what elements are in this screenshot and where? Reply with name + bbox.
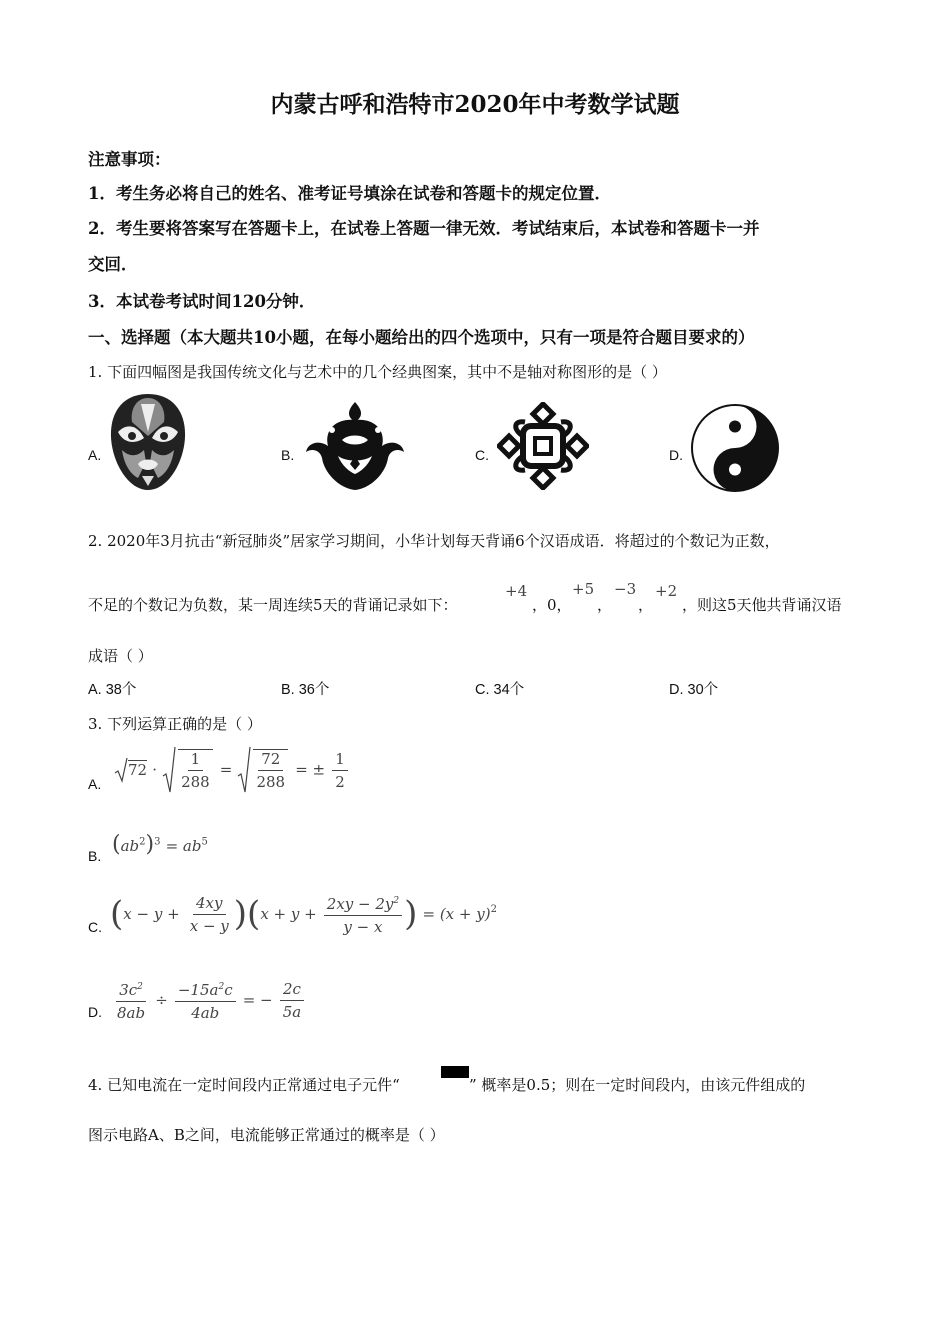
opera-mask-icon	[108, 392, 188, 492]
q3b-exp-rhs: 5	[201, 836, 208, 848]
q3c-exp-2: 2	[393, 896, 400, 906]
q3-expr-d	[112, 978, 306, 1022]
notice-item-3: 3．本试卷考试时间120分钟．	[88, 292, 316, 311]
q3c-exp-rhs: 2	[490, 904, 497, 916]
q1-stem: 1. 下面四幅图是我国传统文化与艺术中的几个经典图案，其中不是轴对称图形的是（ ）	[88, 363, 667, 381]
q3-option-c: C.	[88, 919, 102, 935]
q3a-plus-minus: = ±	[295, 760, 326, 779]
q4-line-2: 图示电路A、B之间，电流能够正常通过的概率是（ ）	[88, 1126, 445, 1144]
q2-line-2a: 不足的个数记为负数，某一周连续5天的背诵记录如下：	[88, 596, 458, 614]
q1-option-b: B.	[281, 447, 295, 463]
floral-ornament-icon	[302, 400, 408, 492]
section-heading: 一、选择题（本大题共10小题，在每小题给出的四个选项中，只有一项是符合题目要求的）	[88, 328, 755, 347]
q3a-den-3: 2	[335, 772, 345, 791]
q3a-num-3: 1	[332, 750, 348, 771]
q1-option-c: C.	[475, 447, 489, 463]
q4-line-1b: ” 概率是0.5；则在一定时间段内，由该元件组成的	[469, 1076, 806, 1094]
q2-record-sep-2: ，	[597, 596, 613, 614]
q3a-num-2: 72	[258, 750, 283, 771]
q1-option-d: D.	[669, 447, 683, 463]
q3-expr-c: (x − y + $\frac{4xy}{x - y}$ )(x + y + $\frac{2xy - 2y^2}{y - x}$ ) = $(x + y)^2$	[110, 893, 497, 936]
q3a-radicand-1: 72	[128, 761, 148, 779]
q3d-num-3: 2c	[280, 980, 304, 1001]
notice-item-2: 2．考生要将答案写在答题卡上，在试卷上答题一律无效．考试结束后，本试卷和答题卡一并	[88, 219, 760, 238]
resistor-symbol-icon	[441, 1066, 469, 1078]
q3d-num-2: −15a	[177, 981, 219, 999]
q1-option-a: A.	[88, 447, 102, 463]
q3d-equals: = −	[242, 991, 273, 1009]
q3b-base: ab	[120, 837, 140, 855]
knot-ornament-icon	[497, 402, 589, 490]
q3a-num-1: 1	[188, 750, 204, 771]
q2-record-sep-3: ，	[638, 596, 654, 614]
q3-stem: 3. 下列运算正确的是（ ）	[88, 715, 262, 733]
notice-item-1: 1．考生务必将自己的姓名、准考证号填涂在试卷和答题卡的规定位置．	[88, 184, 611, 203]
q3c-num-1: 4xy	[193, 894, 225, 915]
q2-line-2b: ，则这5天他共背诵汉语	[682, 596, 842, 614]
taiji-icon	[690, 403, 780, 493]
q2-line-1: 2. 2020年3月抗击“新冠肺炎”居家学习期间，小华计划每天背诵6个汉语成语．将超过的个数记为正数，	[88, 532, 780, 550]
notice-item-2-cont: 交回．	[88, 255, 138, 274]
q2-option-b: B. 36个	[281, 682, 330, 698]
q4-line-1a: 4. 已知电流在一定时间段内正常通过电子元件“	[88, 1076, 400, 1094]
q3b-rhs: = ab	[165, 837, 202, 855]
q3a-den-2: 288	[256, 773, 286, 791]
q3a-dot: ·	[152, 760, 157, 779]
q2-line-3: 成语（ ）	[88, 647, 153, 665]
q3d-exp-1: 2	[137, 982, 143, 992]
q3-option-a: A.	[88, 776, 102, 792]
q3d-den-3: 5a	[282, 1002, 302, 1021]
q3c-num-2: 2xy − 2y	[326, 895, 394, 913]
q3a-equals: =	[219, 760, 233, 779]
q3b-exp-inner: 2	[139, 836, 146, 848]
q2-record-5: +2	[655, 582, 678, 600]
q2-option-a: A. 38个	[88, 682, 137, 698]
q3c-rhs: = (x + y)	[422, 905, 491, 923]
q3-expr-a	[114, 746, 350, 794]
notice-heading: 注意事项：	[88, 150, 171, 169]
q3-expr-b: $(ab^2)^3 = ab^5$	[112, 832, 208, 857]
q2-record-4: −3	[614, 580, 637, 598]
q3-option-d: D.	[88, 1004, 102, 1020]
q3d-num-1: 3c	[119, 981, 138, 999]
q2-option-d: D. 30个	[669, 682, 719, 698]
q3-option-b: B.	[88, 848, 102, 864]
page-title: 内蒙古呼和浩特市2020年中考数学试题	[270, 91, 680, 118]
q3c-term-1: x − y +	[123, 905, 180, 923]
q3d-num-2b: c	[224, 981, 233, 999]
q3b-exp-outer: 3	[154, 836, 161, 848]
q2-record-3: +5	[572, 580, 595, 598]
q2-record-sep-1: ，0，	[532, 596, 572, 614]
q3c-den-1: x − y	[189, 916, 229, 935]
q2-record-1: +4	[505, 582, 528, 600]
q3d-divide: ÷	[155, 991, 168, 1009]
q3c-term-2: x + y +	[260, 905, 317, 923]
q3d-exp-2: 2	[218, 982, 225, 992]
q3a-den-1: 288	[181, 773, 210, 791]
q2-option-c: C. 34个	[475, 682, 525, 698]
q3d-den-1: 8ab	[117, 1004, 146, 1022]
q3c-den-2: y − x	[343, 918, 383, 936]
q3d-den-2: 4ab	[191, 1004, 220, 1022]
